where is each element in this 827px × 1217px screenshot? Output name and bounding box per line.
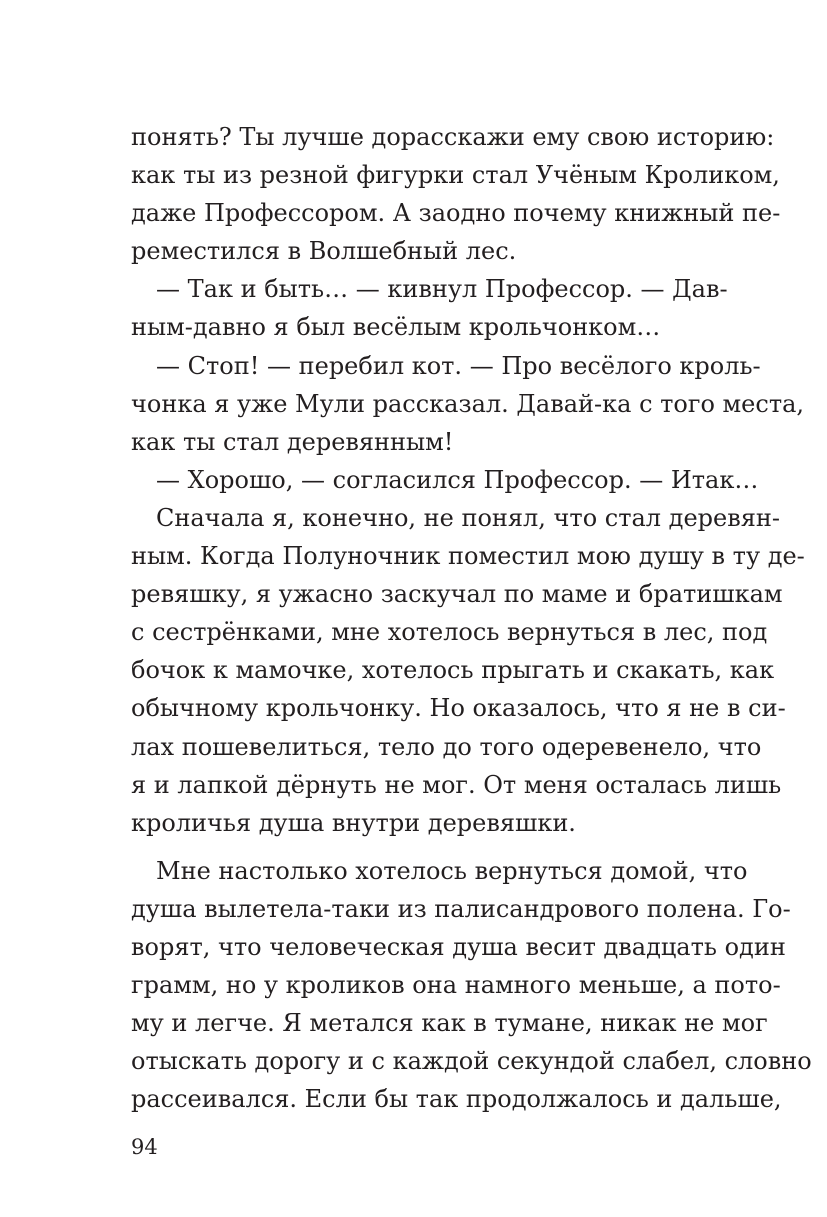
text-line: кроличья душа внутри деревяшки. [131,808,576,837]
text-line: душа вылетела-таки из палисандрового полена. Го- [131,894,791,923]
text-line: обычному крольчонку. Но оказалось, что я не в си- [131,694,786,723]
text-line: ным-давно я был весёлым крольчонком… [131,313,661,342]
text-line: понять? Ты лучше дорасскажи ему свою историю: [131,123,775,151]
text-line: чонка я уже Мули рассказал. Давай-ка с того места, [131,389,805,418]
text-line: реместился в Волшебный лес. [131,237,517,266]
text-line: ным. Когда Полуночник поместил мою душу в ту де- [131,542,805,571]
text-line: ворят, что человеческая душа весит двадцать один [131,932,786,961]
text-line: Сначала я, конечно, не понял, что стал деревян- [156,503,780,532]
text-line: грамм, но у кроликов она намного меньше, а пото- [131,971,781,1000]
text-line: я и лапкой дёрнуть не мог. От меня осталась лишь [131,770,782,799]
page-number: 94 [131,1135,158,1159]
text-line: — Хорошо, — согласился Профессор. — Итак… [156,465,759,494]
text-line: Мне настолько хотелось вернуться домой, что [156,856,748,885]
text-line: му и легче. Я метался как в тумане, никак не мог [131,1009,768,1038]
text-line: даже Профессором. А заодно почему книжный пе- [131,199,781,228]
paragraph-gap [131,842,727,852]
text-line: бочок к мамочке, хотелось прыгать и скакать, как [131,656,775,685]
body-text [131,118,812,1118]
text-line: — Так и быть… — кивнул Профессор. — Дав- [156,275,728,304]
text-line: лах пошевелиться, тело до того одеревенело, что [131,732,762,761]
text-line: как ты стал деревянным! [131,427,454,456]
text-line: рассеивался. Если бы так продолжалось и дальше, [131,1085,782,1114]
text-line: ревяшку, я ужасно заскучал по маме и братишкам [131,580,783,609]
text-line: — Стоп! — перебил кот. — Про весёлого кроль- [156,351,761,380]
text-line: как ты из резной фигурки стал Учёным Кроликом, [131,161,780,190]
text-line: отыскать дорогу и с каждой секундой слабел, словно [131,1047,812,1076]
text-line: с сестрёнками, мне хотелось вернуться в лес, под [131,618,768,647]
